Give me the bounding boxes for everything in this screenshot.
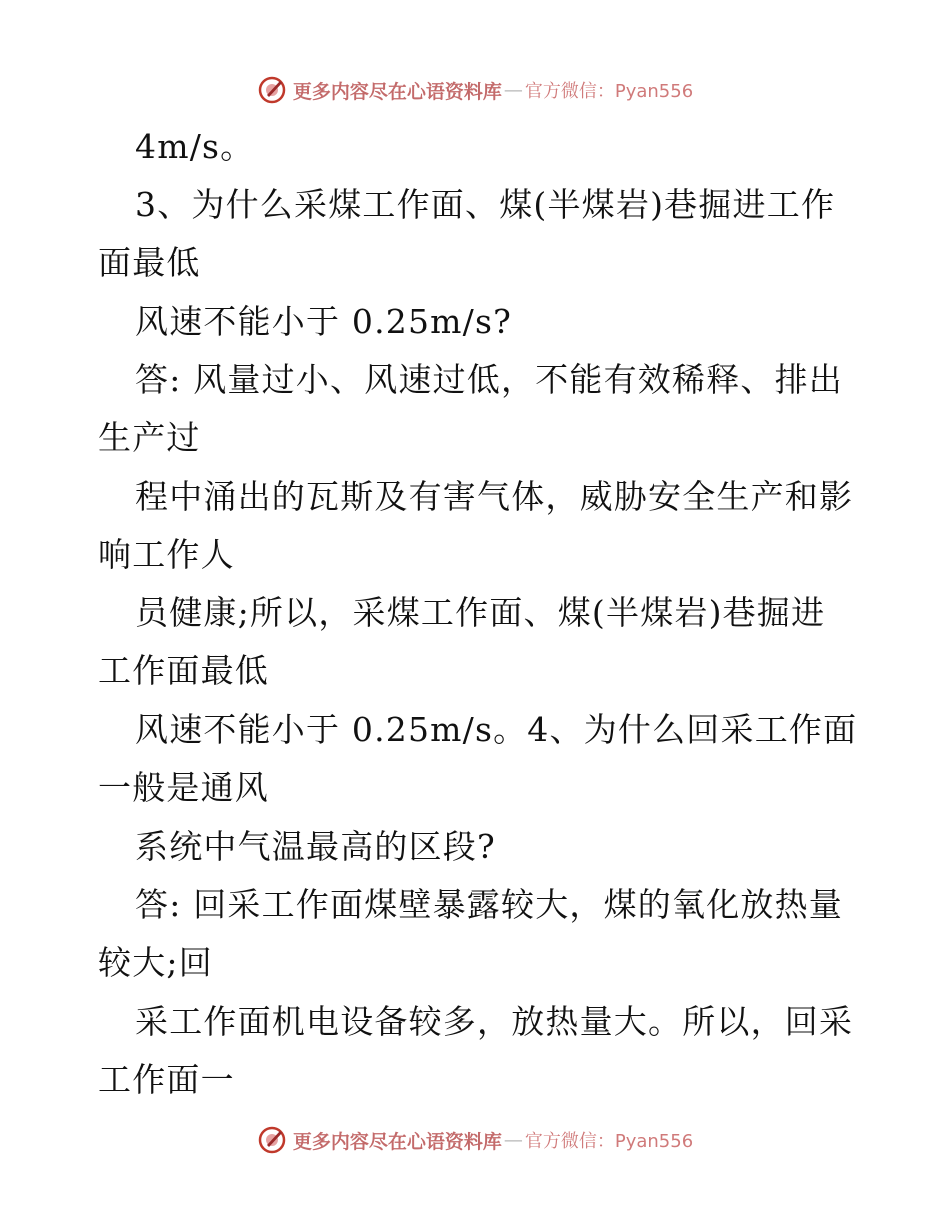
text-line: 生产过 (98, 418, 201, 457)
watermark-separator: — (503, 79, 523, 101)
text-line: 答: 风量过小、风速过低，不能有效稀释、排出 (135, 360, 844, 399)
watermark-text: 更多内容尽在心语资料库 (292, 80, 502, 103)
text-line: 工作面最低 (98, 651, 269, 690)
text-line: 风速不能小于 0.25m/s。4、为什么回采工作面 (135, 710, 858, 749)
watermark-footer (0, 1120, 950, 1160)
text-line: 采工作面机电设备较多，放热量大。所以，回采 (135, 1002, 854, 1041)
brand-logo-icon (257, 1125, 287, 1155)
watermark-wechat: 官方微信：Pyan556 (524, 1131, 694, 1152)
watermark-header (0, 70, 950, 110)
text-line: 风速不能小于 0.25m/s? (135, 302, 513, 341)
text-line: 系统中气温最高的区段? (135, 827, 496, 866)
text-line: 响工作人 (98, 535, 235, 574)
brand-logo-icon (257, 75, 287, 105)
watermark-text: 更多内容尽在心语资料库 (292, 1130, 502, 1153)
text-line: 程中涌出的瓦斯及有害气体，威胁安全生产和影 (135, 477, 854, 516)
text-line: 一般是通风 (98, 768, 269, 807)
text-line: 员健康;所以，采煤工作面、煤(半煤岩)巷掘进 (135, 593, 826, 632)
watermark-separator: — (503, 1129, 523, 1151)
text-line: 3、为什么采煤工作面、煤(半煤岩)巷掘进工作 (135, 185, 836, 224)
text-line: 较大;回 (98, 943, 213, 982)
text-line: 4m/s。 (135, 127, 255, 166)
text-line: 答: 回采工作面煤壁暴露较大，煤的氧化放热量 (135, 885, 844, 924)
text-line: 面最低 (98, 243, 201, 282)
watermark-wechat: 官方微信：Pyan556 (524, 81, 694, 102)
text-line: 工作面一 (98, 1060, 235, 1099)
